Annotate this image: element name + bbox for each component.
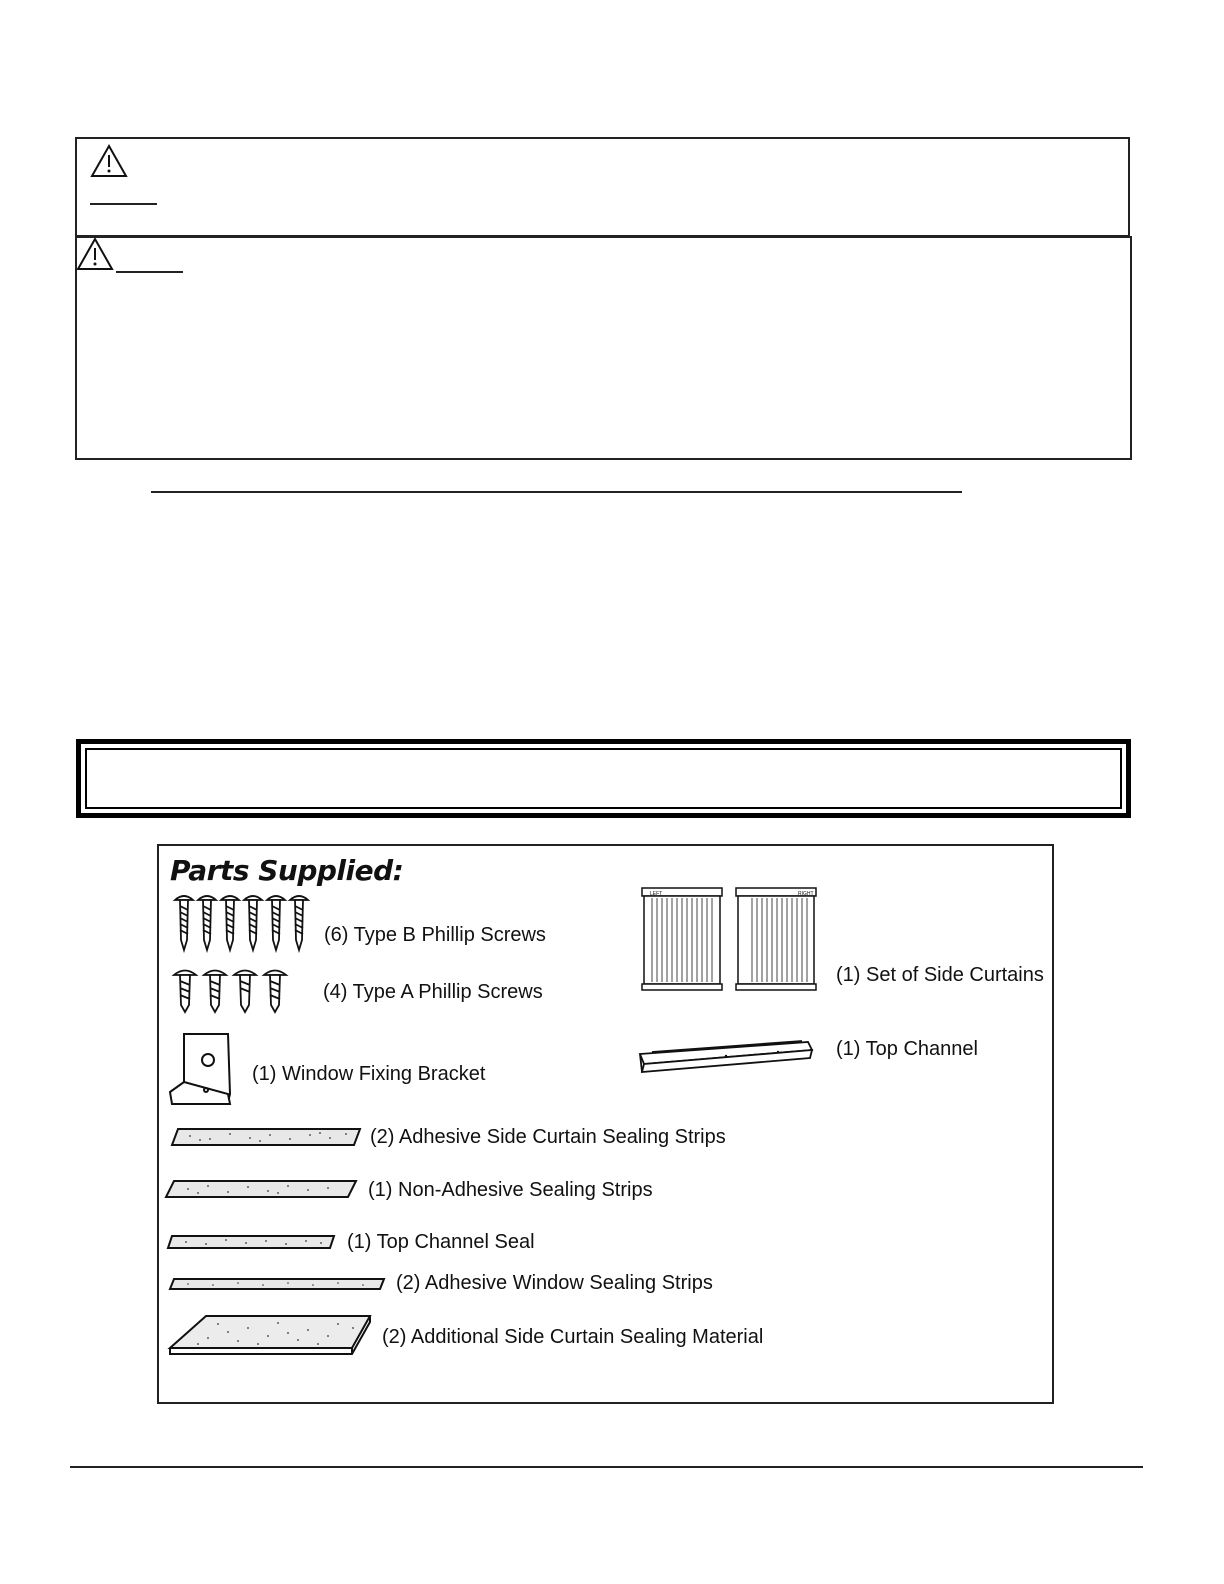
warning-heading-underline (90, 203, 157, 205)
warning-box (75, 137, 1130, 237)
part-label-top-channel-seal: (1) Top Channel Seal (347, 1231, 535, 1253)
part-label-type-b-screws: (6) Type B Phillip Screws (324, 924, 546, 946)
type-a-screw-icon (172, 967, 298, 1013)
part-label-adhesive-side-curtain-sealing-strips: (2) Adhesive Side Curtain Sealing Strips (370, 1126, 726, 1148)
part-label-additional-side-curtain-sealing-material: (2) Additional Side Curtain Sealing Material (382, 1326, 764, 1348)
window-fixing-bracket-icon (168, 1030, 238, 1106)
curtain-tag-left: LEFT (650, 891, 663, 897)
top-channel-seal-icon (166, 1233, 336, 1251)
footer-rule (70, 1466, 1143, 1468)
part-label-window-fixing-bracket: (1) Window Fixing Bracket (252, 1063, 486, 1085)
type-b-screw-icon (172, 892, 312, 952)
curtain-tag-right: RIGHT (798, 891, 814, 897)
part-label-non-adhesive-sealing-strips: (1) Non-Adhesive Sealing Strips (368, 1179, 653, 1201)
part-label-adhesive-window-sealing-strips: (2) Adhesive Window Sealing Strips (396, 1272, 713, 1294)
non-adhesive-sealing-strip-icon (164, 1178, 358, 1200)
top-channel-icon (638, 1036, 814, 1074)
section-banner (76, 739, 1131, 818)
part-label-type-a-screws: (4) Type A Phillip Screws (323, 981, 543, 1003)
part-label-top-channel: (1) Top Channel (836, 1038, 978, 1060)
adhesive-side-curtain-strip-icon (170, 1126, 362, 1148)
caution-heading-underline (116, 271, 183, 273)
section-heading-underline (151, 491, 962, 493)
parts-title: Parts Supplied: (170, 854, 404, 887)
warning-triangle-icon (90, 144, 128, 178)
additional-sealing-material-icon (168, 1314, 372, 1358)
warning-triangle-icon (76, 237, 114, 271)
adhesive-window-sealing-strip-icon (168, 1276, 386, 1292)
caution-box (75, 236, 1132, 460)
part-label-side-curtains: (1) Set of Side Curtains (836, 964, 1044, 986)
side-curtains-icon (640, 886, 820, 992)
